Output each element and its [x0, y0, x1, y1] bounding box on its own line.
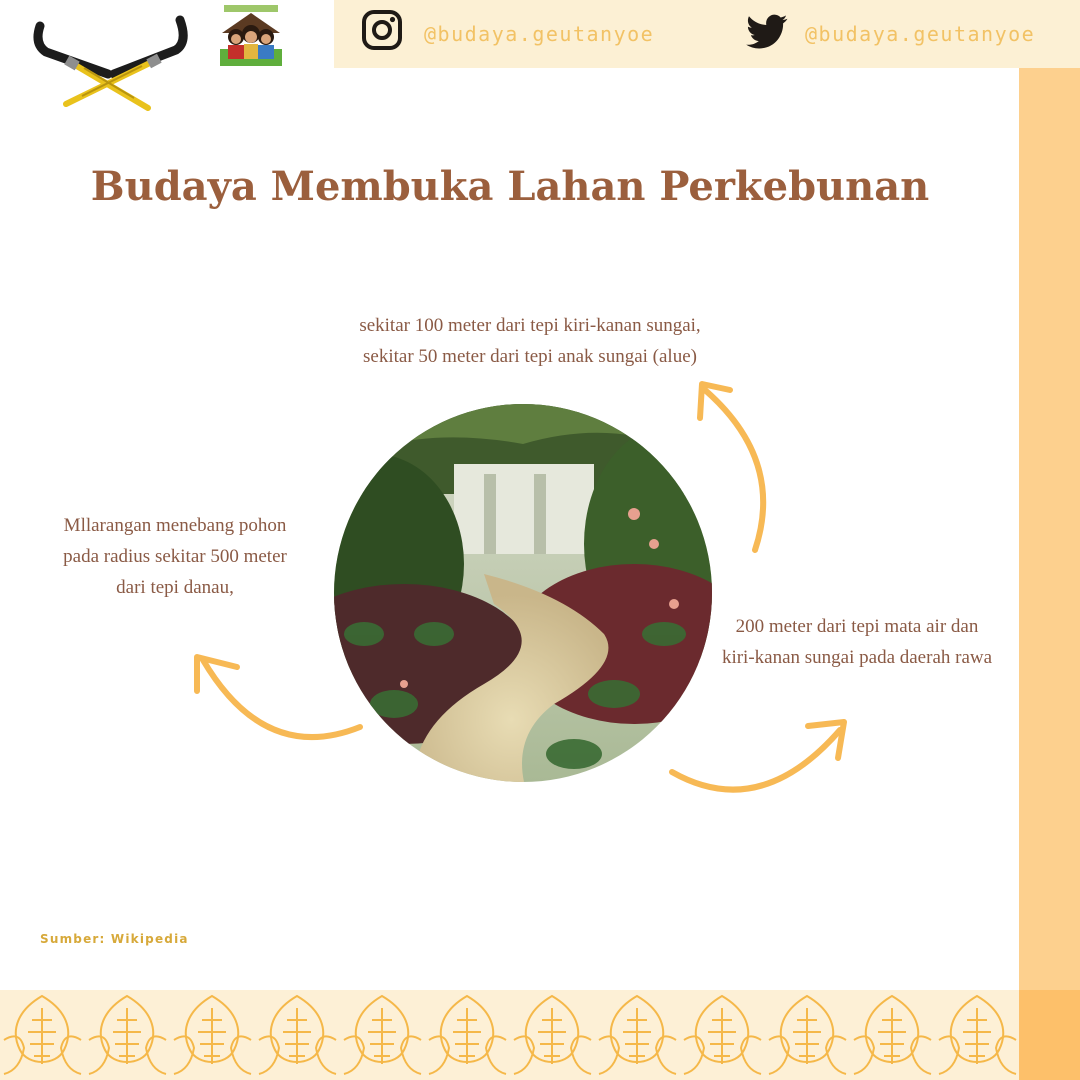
bottom-ornament-band: [0, 990, 1019, 1080]
note-top-line-1: sekitar 100 meter dari tepi kiri-kanan sungai,: [359, 315, 701, 336]
ornament-motif: [255, 990, 340, 1080]
crossed-rencong-logo: [30, 14, 190, 114]
twitter-handle[interactable]: @budaya.geutanyoe: [805, 22, 1036, 46]
ornament-motif: [340, 990, 425, 1080]
right-decor-strip: [1019, 68, 1080, 990]
source-credit: Sumber: Wikipedia: [40, 932, 189, 946]
ornament-motif: [425, 990, 510, 1080]
note-right-line-2: kiri-kanan sungai pada daerah rawa: [721, 647, 993, 668]
ornament-motif: [170, 990, 255, 1080]
ornament-motif: [0, 990, 85, 1080]
ornament-motif: [680, 990, 765, 1080]
ornament-motif: [85, 990, 170, 1080]
note-top-line-2: sekitar 50 meter dari tepi anak sungai (alue): [363, 346, 697, 367]
note-right-line-1: 200 meter dari tepi mata air dan: [735, 616, 979, 637]
arrow-right-icon: [660, 712, 860, 807]
note-left-line-1: Mllarangan menebang pohon: [63, 515, 287, 536]
instagram-icon[interactable]: [361, 9, 403, 51]
note-left-line-2: pada radius sekitar 500 meter: [63, 546, 287, 567]
note-top: [290, 310, 770, 372]
instagram-handle[interactable]: @budaya.geutanyoe: [424, 22, 655, 46]
arrow-left-icon: [185, 645, 375, 755]
ornament-motif: [850, 990, 935, 1080]
group-illustration-logo: [218, 3, 284, 66]
ornament-motif: [510, 990, 595, 1080]
circular-garden-photo: [334, 404, 712, 782]
ornament-motif: [935, 990, 1019, 1080]
twitter-icon[interactable]: [746, 14, 788, 50]
page-title: Budaya Membuka Lahan Perkebunan: [90, 163, 930, 210]
note-left: [20, 510, 330, 603]
corner-decor-block: [1019, 990, 1080, 1080]
arrow-up-right-icon: [680, 370, 790, 560]
ornament-motif: [595, 990, 680, 1080]
note-left-line-3: dari tepi danau,: [116, 577, 234, 598]
note-right: [702, 611, 1012, 673]
ornament-motif: [765, 990, 850, 1080]
